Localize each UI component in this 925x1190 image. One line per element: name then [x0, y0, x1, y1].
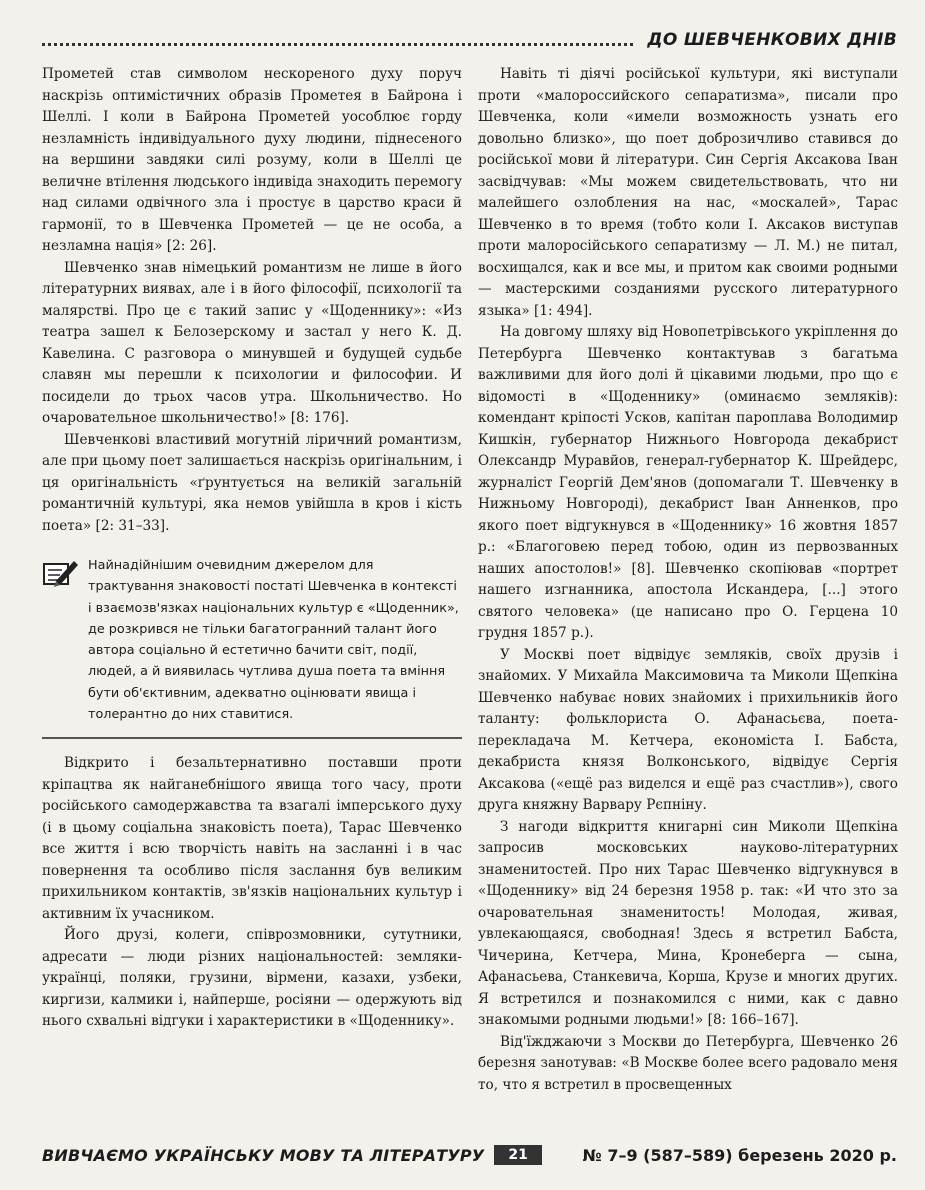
left-paragraph-2: Шевченко знав німецький романтизм не лише в його літературних виявах, але і в його філософії, психології та малярстві. Про це є такий запис у «Щоденнику»: «Из театра зашел к Белозерскому и застал у него К. Д. Кавелина. С разговора о минувшей и будущей судьбе славян мы перешли к психологии и философии. И посидели до трьох часов утра. Школьничество. Но очаровательное школьничество!» [8: 176]. [42, 259, 462, 426]
callout-box [42, 555, 462, 739]
left-paragraph-5: Його друзі, колеги, співрозмовники, сутутники, адресати — люди різних національностей: земляки-українці, поляки, грузини, вірмени, казахи, узбеки, киргизи, калмики і, найперше, росіяни — одержують від нього схвальні відгуки і характеристики в «Щоденнику». [42, 927, 462, 1030]
header-dotted-rule [42, 35, 633, 46]
left-paragraph-3: Шевченкові властивий могутній ліричний романтизм, але при цьому поет залишається наскрізь оригінальним, і ця оригінальність «ґрунтується на великій загальній романтичній культурі, яка немов увійшла в кров і кість поета» [2: 31–33]. [42, 431, 462, 534]
left-paragraph-1: Прометей став символом нескореного духу поруч наскрізь оптимістичних образів Прометея в Байрона і Шеллі. І коли в Байрона Прометей уособлює горду незламність індивідуального духу людини, піднесеного на вершини завдяки силі розуму, коли в Шеллі це величне втілення людського індивіда знаходить перемогу над силами одвічного зла і простує в царство краси й гармонії, то в Шевченка Прометей — це не особа, а незламна нація» [2: 26]. [42, 66, 462, 254]
right-paragraph-5: Від'їжджаючи з Москви до Петербурга, Шевченко 26 березня занотував: «В Москве более всего радовало меня то, что я встретил в просвещенных [478, 1033, 898, 1093]
right-paragraph-1: Навіть ті діячі російської культури, які виступали проти «малороссийского сепаратизма», писали про Шевченка, коли «имели возможность узнать его довольно близко», що поет доброзичливо ставився до російської мови й літератури. Син Сергія Аксакова Іван засвідчував: «Мы можем свидетельствовать, что ни малейшего озлобления на нас, «москалей», Тарас Шевченко в то время (тобто коли І. Аксаков виступав проти малоросійського сепаратизму — Л. М.) не питал, восхищался, как и все мы, и притом как своими родными — мастерскими созданиями русского литературного языка» [1: 494]. [478, 66, 898, 319]
right-paragraph-4: З нагоди відкриття книгарні син Миколи Щепкіна запросив московських науково-літературних знаменитостей. Про них Тарас Шевченко відгукнувся в «Щоденнику» від 24 березня 1958 р. так: «И что зто за очаровательная знаменитость! Молодая, живая, увлекающаяся, свободная! Здесь я встретил Бабста, Чичерина, Кетчера, Мина, Кронеберга — сына, Афанасьева, Станкевича, Корша, Крузе и многих других. Я встретился и познакомился с ними, как с давно знакомыми родными людьми!» [8: 166–167]. [478, 818, 898, 1028]
page-number: 21 [494, 1145, 541, 1165]
right-column [478, 64, 898, 1096]
callout-text: Найнадійнішим очевидним джерелом для трактування знаковості постаті Шевченка в контексті і взаємозв'язках національних культур є «Щоденник», де розкрився не тільки багатогранний талант його автора соціально й естетично бачити світ, події, людей, а й виявилась чутлива душа поета та вміння бути об'єктивним, адекватно оцінювати явища і толерантно до них ставитися. [88, 558, 459, 723]
pencil-note-icon [42, 555, 88, 597]
issue-info: № 7–9 (587–589) березень 2020 р. [582, 1145, 897, 1165]
journal-title: ВИВЧАЄМО УКРАЇНСЬКУ МОВУ ТА ЛІТЕРАТУРУ [42, 1145, 485, 1165]
page-header [42, 26, 897, 54]
left-paragraph-4: Відкрито і безальтернативно поставши проти кріпацтва як найганебнішого явища того часу, проти російського самодержавства та взагалі імперського духу (і в цьому соціальна знаковість поета), Тарас Шевченко все життя і всю творчість навіть на засланні і в час повернення та особливо після заслання був великим прихильником контактів, зв'язків національних культур і активним їх учасником. [42, 755, 462, 922]
right-paragraph-3: У Москві поет відвідує земляків, своїх друзів і знайомих. У Михайла Максимовича та Миколи Щепкіна Шевченко набуває нових знайомих і прихильників його таланту: фольклориста О. Афанасьєва, поета-перекладача М. Кетчера, економіста І. Бабста, декабриста князя Волконського, відвідує Сергія Аксакова («ещё раз виделся и ещё раз счастлив»), свого друга княжну Варвару Рєпніну. [478, 646, 898, 813]
footer-left [42, 1145, 542, 1165]
section-title: ДО ШЕВЧЕНКОВИХ ДНІВ [647, 30, 897, 50]
page-footer [42, 1140, 897, 1170]
left-column [42, 64, 462, 1033]
right-paragraph-2: На довгому шляху від Новопетрівського укріплення до Петербурга Шевченко контактував з багатьма важливими для його долі й цікавими людьми, про що є відомості в «Щоденнику» (оминаємо земляків): комендант кріпості Усков, капітан пароплава Володимир Кишкін, губернатор Нижнього Новгорода декабрист Олександр Муравйов, генерал-губернатор К. Шрейдерс, журналіст Георгій Дем'янов (допомагали Т. Шевченку в Нижньому Новгороді), декабрист Іван Анненков, про якого поет відгукнувся в «Щоденнику» 16 жовтня 1857 р.: «Благоговею перед тобою, один из первозванных наших апостолов!» [8]. Шевченко скопіював «портрет нашего изгнанника, апостола Искандера, [...] этого святого человека» (це написано про О. Герцена 10 грудня 1857 р.). [478, 324, 898, 641]
